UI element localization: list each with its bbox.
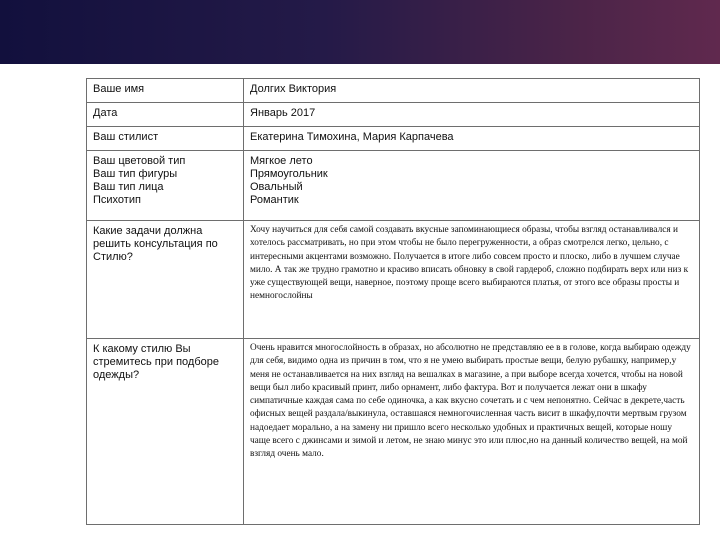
field-label: Ваш тип лица [93, 181, 164, 193]
table-row [87, 103, 700, 127]
table-row [87, 127, 700, 151]
row-value-cell [244, 221, 700, 339]
row-value-cell [244, 79, 700, 103]
row-label-cell [87, 339, 244, 525]
field-label: Какие задачи должна решить консультация по Стилю? [93, 225, 218, 263]
table-row [87, 79, 700, 103]
row-label-cell [87, 79, 244, 103]
field-label: Ваш тип фигуры [93, 168, 178, 180]
table-row [87, 339, 700, 525]
row-label-cell [87, 127, 244, 151]
field-value: Прямоугольник [250, 168, 328, 180]
header-banner [0, 0, 720, 64]
field-label: Ваш стилист [93, 131, 159, 143]
field-value: Январь 2017 [250, 107, 316, 119]
row-value-cell [244, 339, 700, 525]
field-value: Романтик [250, 194, 299, 206]
field-value: Мягкое лето [250, 155, 313, 167]
row-value-cell [244, 151, 700, 221]
field-label: Дата [93, 107, 118, 119]
table-row [87, 151, 700, 221]
row-value-cell [244, 103, 700, 127]
field-value: Хочу научиться для себя самой создавать вкусные запоминающиеся образы, чтобы взгляд останавливался и хотелось рассматривать, но при этом чтобы не было перегруженности, а образ смотрелся легко, цельно, с интересными акцентами возможно. Получается в итоге либо совсем просто и плоско, либо в лучшем случае мило. А так же трудно грамотно и красиво вписать обновку в свой гардероб, сложно подбирать верх или низ к уже существующей вещи, наверное, поэтому проще всего выбираются платья, от этого все образы просты и немногослойны [250, 225, 689, 302]
row-label-cell [87, 103, 244, 127]
field-value: Овальный [250, 181, 303, 193]
field-label: К какому стилю Вы стремитесь при подборе одежды? [93, 343, 219, 381]
row-label-cell [87, 151, 244, 221]
consultation-form-table [86, 78, 700, 525]
field-label: Психотип [93, 194, 141, 206]
field-value: Очень нравится многослойность в образах, но абсолютно не представляю ее в в голове, когда выбираю одежду для себя, видимо одна из причин в том, что я не умею выбирать простые вещи, белую рубашку, например,у меня не останавливается на них взгляд на вешалках в магазине, а при выборе всегда хочется, чтобы на новой вещи был либо красивый принт, либо орнамент, либо фактура. Вот и получается лежат они в шкафу симпатичные каждая сама по себе одиночка, а как вкусно сочетать и с чем непонятно. Сейчас в декрете,часть офисных вещей раздала/выкинула, оставшаяся немногочисленная часть висит в шкафу,почти мертвым грузом надоедает морально, а на замену ни пришло всего несколько удобных и практичных вещей, которые ношу чаще всего с джинсами и зимой и летом, не знаю минус это или плюс,но на данный количество вещей, на мой взгляд очень мало. [250, 343, 691, 460]
field-value: Долгих Виктория [250, 83, 337, 95]
row-label-cell [87, 221, 244, 339]
table-row [87, 221, 700, 339]
field-label: Ваш цветовой тип [93, 155, 186, 167]
row-value-cell [244, 127, 700, 151]
field-value: Екатерина Тимохина, Мария Карпачева [250, 131, 454, 143]
field-label: Ваше имя [93, 83, 145, 95]
